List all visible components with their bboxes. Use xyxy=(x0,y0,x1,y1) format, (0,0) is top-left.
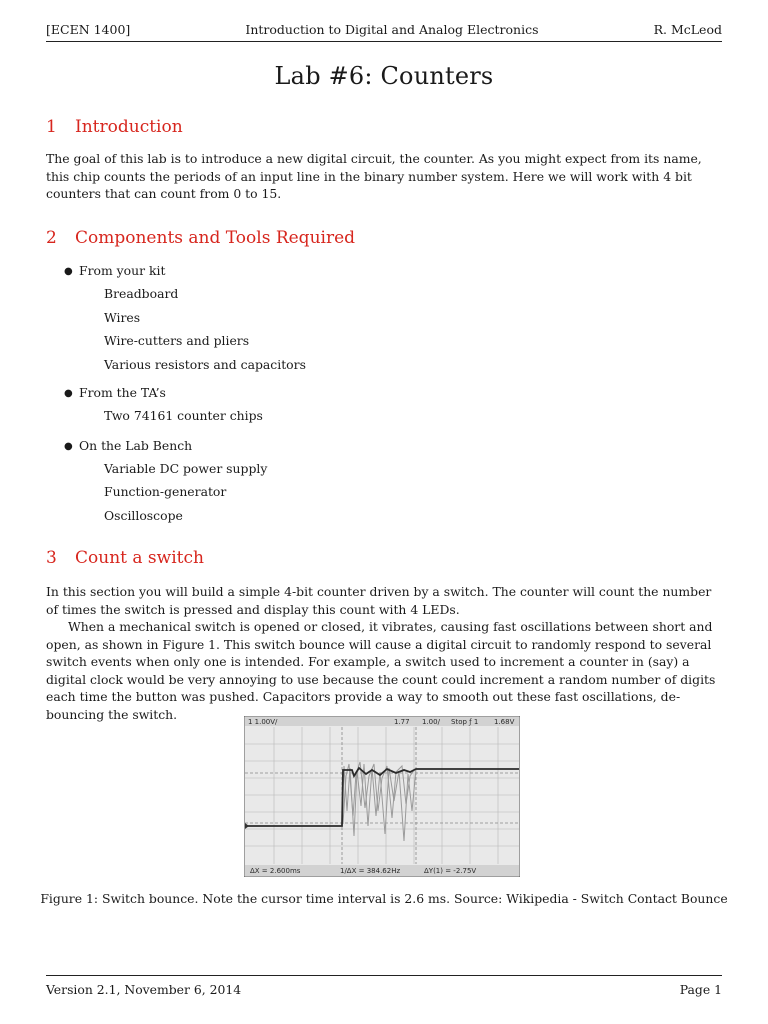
figure-caption: Figure 1: Switch bounce. Note the cursor time interval is 2.6 ms. Source: Wikipedia - Switch Contact Bounce xyxy=(40,891,728,906)
section-number: 3 xyxy=(46,548,57,568)
list-subitem: Breadboard xyxy=(104,286,179,301)
readout-trigger: 1.68V xyxy=(494,718,515,726)
list-subitem: Variable DC power supply xyxy=(104,461,268,476)
header-course: [ECEN 1400] xyxy=(46,22,131,37)
list-subitem: Wire-cutters and pliers xyxy=(104,333,250,348)
readout-time: 1.77 xyxy=(394,718,410,726)
list-subitem: Function-generator xyxy=(104,484,227,499)
section-heading-count-switch xyxy=(46,547,204,569)
readout-channel-scale: 1 1.00V/ xyxy=(248,718,278,726)
header-course-title: Introduction to Digital and Analog Electronics xyxy=(245,22,539,37)
list-item-lab-bench xyxy=(64,437,192,455)
oscilloscope-trace xyxy=(244,716,520,877)
list-subitem: Wires xyxy=(104,310,141,325)
section-heading-introduction xyxy=(46,116,183,138)
page-title: Lab #6: Counters xyxy=(274,62,494,90)
list-item-from-tas xyxy=(64,384,166,402)
list-item-from-kit xyxy=(64,262,165,280)
bullet-icon: ● xyxy=(64,388,73,399)
section-number: 2 xyxy=(46,228,57,248)
list-subitem: Two 74161 counter chips xyxy=(104,408,263,423)
section-title: Components and Tools Required xyxy=(75,228,356,248)
readout-stop: Stop ƒ 1 xyxy=(451,718,479,726)
section-title: Introduction xyxy=(75,117,183,137)
count-switch-paragraph-2: When a mechanical switch is opened or closed, it vibrates, causing fast oscillations between short and open, as shown in Figure 1. This switch bounce will cause a digital circuit to randomly respond to several switch events when only one is intended. For example, a switch used to increment a counter in (say) a digital clock would be very annoying to use because the count could increment a random number of digits each time the button was pushed. Capacitors provide a way to smooth out these fast oscillations, de-bouncing the switch. xyxy=(46,619,716,722)
list-item-label: From the TA’s xyxy=(79,385,166,400)
readout-time-div: 1.00/ xyxy=(422,718,440,726)
list-subitem: Various resistors and capacitors xyxy=(104,357,306,372)
header-author: R. McLeod xyxy=(653,22,722,37)
intro-paragraph: The goal of this lab is to introduce a new digital circuit, the counter. As you might expect from its name, this chip counts the periods of an input line in the binary number system. Here we will work with 4 bit counters that can count from 0 to 15. xyxy=(46,151,702,202)
section-number: 1 xyxy=(46,117,57,137)
bullet-icon: ● xyxy=(64,441,73,452)
footer-version: Version 2.1, November 6, 2014 xyxy=(46,982,242,997)
bullet-icon: ● xyxy=(64,266,73,277)
count-switch-paragraph-1: In this section you will build a simple 4-bit counter driven by a switch. The counter will count the number of times the switch is pressed and display this count with 4 LEDs. xyxy=(46,584,712,617)
readout-inverse-delta-x: 1/ΔX = 384.62Hz xyxy=(340,867,401,875)
figure-switch-bounce xyxy=(244,716,520,877)
list-item-label: On the Lab Bench xyxy=(79,438,193,453)
section-title: Count a switch xyxy=(75,548,204,568)
page-footer xyxy=(46,975,722,998)
list-subitem: Oscilloscope xyxy=(104,508,183,523)
readout-delta-y: ΔY(1) = -2.75V xyxy=(424,867,477,875)
section-heading-components xyxy=(46,227,355,249)
list-item-label: From your kit xyxy=(79,263,166,278)
readout-delta-x: ΔX = 2.600ms xyxy=(250,867,301,875)
page-header xyxy=(46,22,722,42)
footer-page-number: Page 1 xyxy=(679,982,722,997)
